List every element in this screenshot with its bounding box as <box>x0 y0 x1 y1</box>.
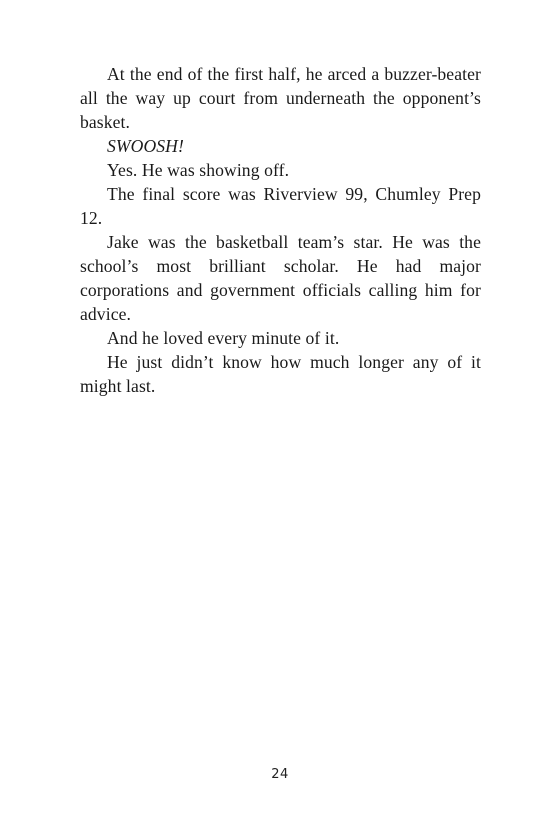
paragraph: Jake was the basketball team’s star. He was the school’s most brilliant scholar. He had major corporations and government officials calling him for advice. <box>80 232 481 324</box>
page-number: 24 <box>271 767 289 782</box>
paragraph: He just didn’t know how much longer any of it might last. <box>80 352 481 396</box>
paragraph: The final score was Riverview 99, Chumley Prep 12. <box>80 184 481 228</box>
paragraph-italic: SWOOSH! <box>107 136 184 156</box>
paragraph: Yes. He was showing off. <box>107 160 290 180</box>
body-text <box>80 62 481 398</box>
paragraph: At the end of the first half, he arced a buzzer-beater all the way up court from underneath the opponent’s basket. <box>80 64 481 132</box>
paragraph: And he loved every minute of it. <box>107 328 340 348</box>
